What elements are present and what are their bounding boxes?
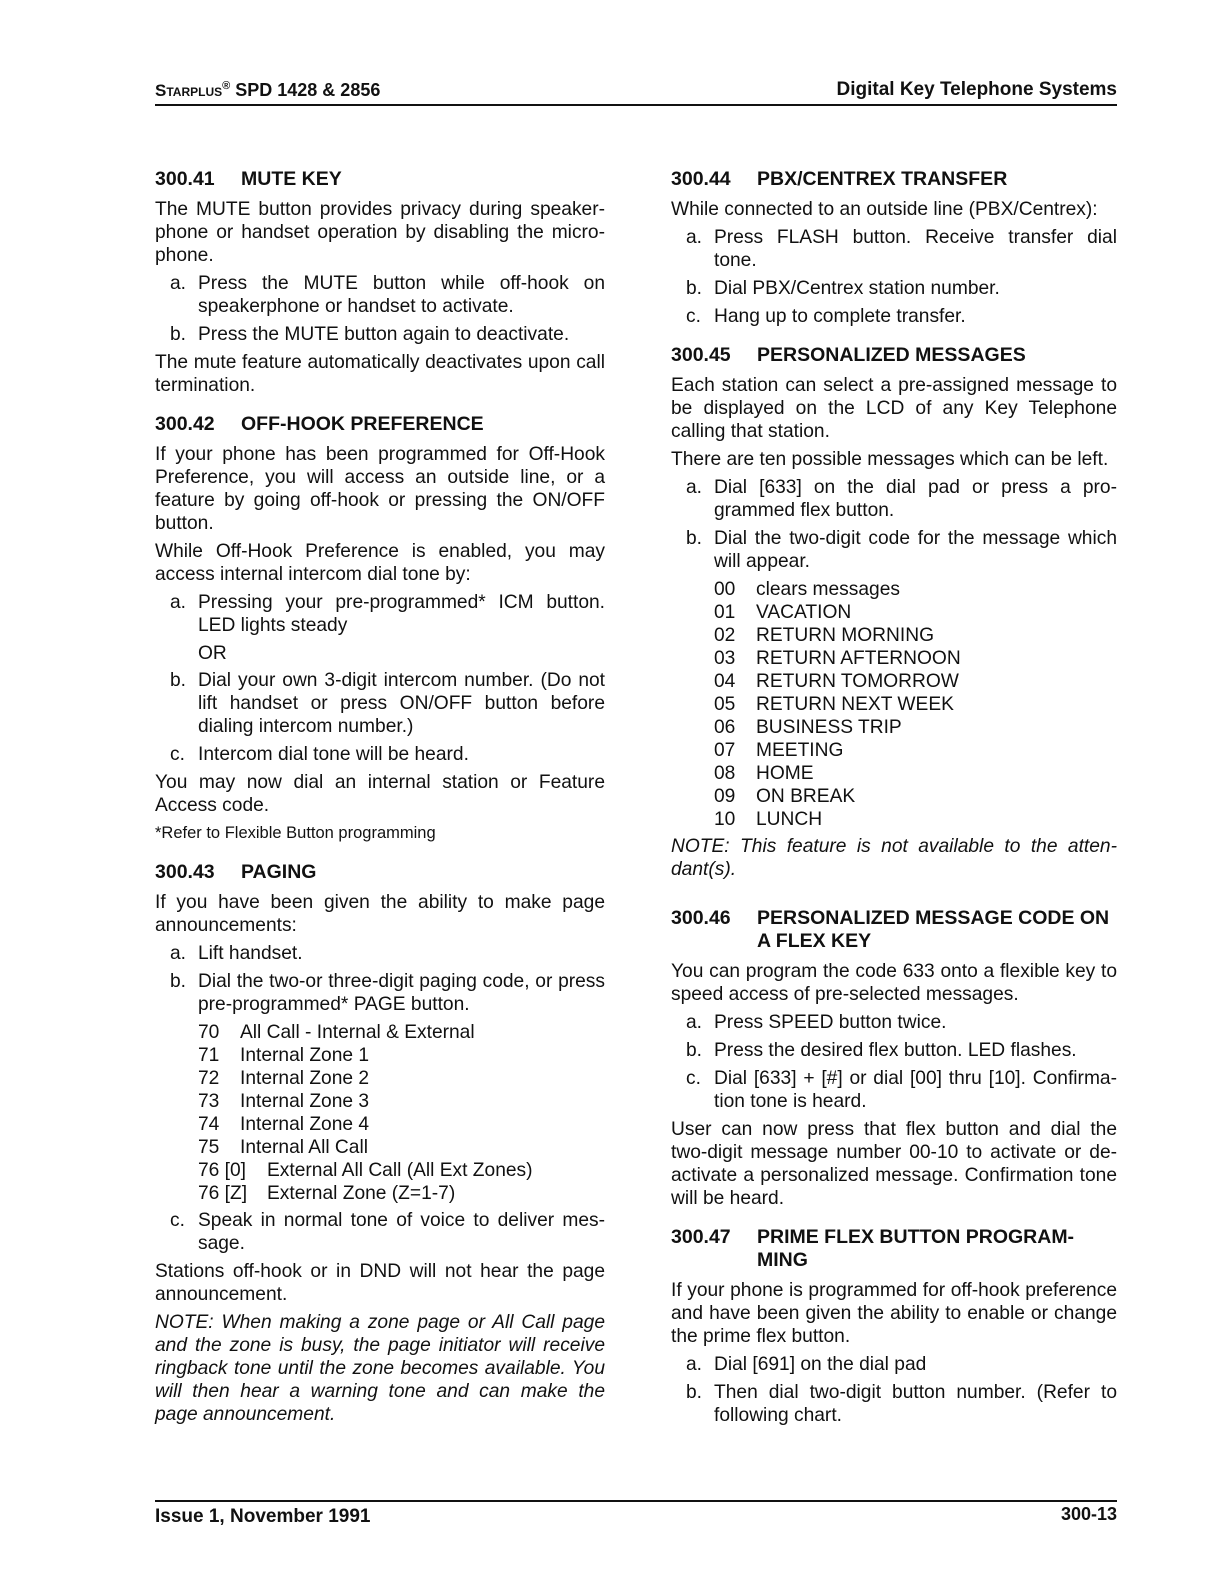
list-item: [170, 272, 605, 318]
code-description: All Call - Internal & External: [240, 1022, 475, 1043]
code-row: [714, 785, 1117, 808]
item-text: Then dial two-digit button number. (Refer to following chart.: [714, 1382, 1117, 1426]
list-item: [686, 305, 1117, 328]
item-label: b.: [686, 1040, 703, 1061]
section-300-47-heading: [671, 1226, 1117, 1272]
code-row: [714, 578, 1117, 601]
header-title: Digital Key Telephone Systems: [836, 79, 1117, 100]
section-title: PERSONALIZED MESSAGES: [757, 344, 1026, 366]
code-description: VACATION: [756, 602, 852, 623]
section-300-41-heading: [155, 168, 605, 191]
list-item: [686, 527, 1117, 573]
section-title: OFF-HOOK PREFERENCE: [241, 413, 484, 435]
code-description: External All Call (All Ext Zones): [267, 1160, 533, 1181]
item-text: Hang up to complete transfer.: [714, 306, 966, 327]
header-model: SPD 1428 & 2856: [235, 80, 381, 100]
list-item: [686, 226, 1117, 272]
code-row: [714, 693, 1117, 716]
item-label: b.: [686, 528, 703, 549]
item-label: b.: [170, 971, 187, 992]
code-number: 07: [714, 740, 736, 761]
paragraph: If your phone is programmed for off-hook preference and have been given the ability to enable or change the prime flex button.: [671, 1280, 1117, 1347]
code-number: 74: [198, 1114, 220, 1135]
code-row: [198, 1067, 605, 1090]
section-number: 300.42: [155, 413, 215, 435]
note: NOTE: When making a zone page or All Call page and the zone is busy, the page initiator will receive ringback tone until the zone becomes available. You will then hear a warning tone and can make the page announcement.: [155, 1312, 605, 1425]
paging-code-list: [198, 1021, 605, 1205]
section-title: PRIME FLEX BUTTON PROGRAM-MING: [757, 1226, 1075, 1271]
paragraph: While Off-Hook Preference is enabled, you may access internal intercom dial tone by:: [155, 541, 605, 585]
section-300-46-heading: [671, 907, 1117, 953]
code-row: [714, 647, 1117, 670]
message-code-list: [714, 578, 1117, 831]
section-number: 300.46: [671, 907, 731, 929]
code-row: [714, 808, 1117, 831]
item-label: a.: [686, 477, 703, 498]
paragraph: Stations off-hook or in DND will not hear the page announcement.: [155, 1261, 605, 1305]
code-row: [198, 1044, 605, 1067]
code-description: clears messages: [756, 579, 900, 600]
code-number: 06: [714, 717, 736, 738]
item-text: Lift handset.: [198, 943, 303, 964]
code-row: [714, 670, 1117, 693]
code-description: BUSINESS TRIP: [756, 717, 902, 738]
code-number: 72: [198, 1068, 220, 1089]
paragraph: You may now dial an internal station or Feature Access code.: [155, 772, 605, 816]
code-number: 75: [198, 1137, 220, 1158]
page-header: [155, 78, 1117, 106]
item-label: c.: [170, 744, 185, 765]
item-label: a.: [170, 273, 187, 294]
code-number: 10: [714, 809, 736, 830]
section-title: PAGING: [241, 861, 317, 883]
item-text: Dial PBX/Centrex station number.: [714, 278, 1000, 299]
code-row: [714, 739, 1117, 762]
list-item: [170, 942, 605, 965]
code-description: LUNCH: [756, 809, 823, 830]
item-text: Pressing your pre-programmed* ICM button. LED lights steady: [198, 592, 605, 636]
item-label: c.: [686, 1068, 701, 1089]
code-number: 00: [714, 579, 736, 600]
code-row: [198, 1136, 605, 1159]
paragraph: The mute feature automatically deactivates upon call termination.: [155, 352, 605, 396]
section-title: MUTE KEY: [241, 168, 342, 190]
section-number: 300.44: [671, 168, 731, 190]
code-description: HOME: [756, 763, 814, 784]
list-item: [686, 1067, 1117, 1113]
paragraph: While connected to an outside line (PBX/Centrex):: [671, 199, 1098, 220]
code-number: 76 [0]: [198, 1160, 247, 1181]
code-number: 02: [714, 625, 736, 646]
section-number: 300.47: [671, 1226, 731, 1248]
item-label: a.: [686, 1354, 703, 1375]
code-row: [714, 624, 1117, 647]
code-number: 08: [714, 763, 736, 784]
item-text: Press FLASH button. Receive transfer dial tone.: [714, 227, 1117, 271]
left-column: [155, 165, 605, 1431]
item-text: Press SPEED button twice.: [714, 1012, 947, 1033]
item-text: Dial [633] on the dial pad or press a pro-grammed flex button.: [714, 477, 1117, 521]
item-text: Dial your own 3-digit intercom number. (Do not lift handset or press ON/OFF button before dialing intercom number.): [198, 670, 605, 737]
code-description: RETURN NEXT WEEK: [756, 694, 954, 715]
section-300-44-heading: [671, 168, 1117, 191]
paragraph: Each station can select a pre-assigned message to be displayed on the LCD of any Key Telephone calling that station.: [671, 375, 1117, 442]
registered-mark: ®: [222, 80, 231, 92]
section-300-45-heading: [671, 344, 1117, 367]
section-300-43-heading: [155, 861, 605, 884]
item-label: c.: [686, 306, 701, 327]
list-item: [170, 323, 605, 346]
paragraph: You can program the code 633 onto a flexible key to speed access of pre-selected messages.: [671, 961, 1117, 1005]
code-row: [198, 1113, 605, 1136]
item-label: b.: [686, 1382, 703, 1403]
list-item: [686, 277, 1117, 300]
code-number: 05: [714, 694, 736, 715]
list-item: [170, 591, 605, 637]
paragraph: If you have been given the ability to make page announcements:: [155, 892, 605, 936]
code-row: [198, 1021, 605, 1044]
code-number: 70: [198, 1022, 220, 1043]
page-number: 300-13: [1060, 1504, 1117, 1524]
item-label: b.: [170, 324, 187, 345]
section-number: 300.45: [671, 344, 731, 366]
list-item: [170, 669, 605, 738]
code-description: Internal Zone 3: [240, 1091, 370, 1112]
code-number: 09: [714, 786, 736, 807]
item-text: Dial [691] on the dial pad: [714, 1354, 927, 1375]
code-row: [198, 1182, 605, 1205]
code-description: External Zone (Z=1-7): [267, 1183, 456, 1204]
code-description: Internal All Call: [240, 1137, 368, 1158]
section-number: 300.43: [155, 861, 215, 883]
section-title: PBX/CENTREX TRANSFER: [757, 168, 1008, 190]
code-description: RETURN AFTERNOON: [756, 648, 961, 669]
code-description: RETURN MORNING: [756, 625, 935, 646]
code-description: ON BREAK: [756, 786, 856, 807]
section-title: PERSONALIZED MESSAGE CODE ON A FLEX KEY: [757, 907, 1110, 952]
item-text: Press the MUTE button while off-hook on speakerphone or handset to activate.: [198, 273, 605, 317]
list-item: [686, 476, 1117, 522]
item-label: c.: [170, 1210, 185, 1231]
item-label: b.: [686, 278, 703, 299]
item-text: Speak in normal tone of voice to deliver mes-sage.: [198, 1210, 605, 1254]
code-row: [198, 1159, 605, 1182]
item-text: Intercom dial tone will be heard.: [198, 744, 469, 765]
issue-date: Issue 1, November 1991: [155, 1506, 371, 1527]
code-row: [714, 716, 1117, 739]
item-text: Dial the two-or three-digit paging code, or press pre-programmed* PAGE button.: [198, 971, 605, 1015]
item-label: a.: [686, 1012, 703, 1033]
item-label: b.: [170, 670, 187, 691]
section-300-42-heading: [155, 413, 605, 436]
code-description: Internal Zone 4: [240, 1114, 370, 1135]
note: NOTE: This feature is not available to the atten-dant(s).: [671, 836, 1117, 880]
item-text: Dial the two-digit code for the message which will appear.: [714, 528, 1117, 572]
list-item: [170, 1209, 605, 1255]
list-item: [686, 1381, 1117, 1427]
paragraph: User can now press that flex button and dial the two-digit message number 00-10 to activate or de-activate a personalized message. Confirmation tone will be heard.: [671, 1119, 1117, 1209]
code-number: 04: [714, 671, 736, 692]
list-item: [170, 970, 605, 1016]
header-brand: Starplus: [155, 81, 223, 100]
list-item: [686, 1353, 1117, 1376]
code-number: 71: [198, 1045, 220, 1066]
code-row: [714, 762, 1117, 785]
code-number: 01: [714, 602, 736, 623]
code-description: MEETING: [756, 740, 844, 761]
right-column: [671, 165, 1117, 1432]
item-label: a.: [686, 227, 703, 248]
item-text: Press the desired flex button. LED flashes.: [714, 1040, 1077, 1061]
header-product: [155, 80, 380, 101]
item-text: Dial [633] + [#] or dial [00] thru [10]. Confirma-tion tone is heard.: [714, 1068, 1117, 1112]
item-label: a.: [170, 592, 187, 613]
code-description: RETURN TOMORROW: [756, 671, 959, 692]
paragraph: There are ten possible messages which can be left.: [671, 449, 1109, 470]
list-item: [170, 743, 605, 766]
or-text: OR: [198, 643, 227, 664]
code-number: 76 [Z]: [198, 1183, 248, 1204]
list-item: [686, 1039, 1117, 1062]
item-text: Press the MUTE button again to deactivate.: [198, 324, 570, 345]
code-row: [198, 1090, 605, 1113]
code-row: [714, 601, 1117, 624]
list-item: [686, 1011, 1117, 1034]
item-label: a.: [170, 943, 187, 964]
code-description: Internal Zone 2: [240, 1068, 370, 1089]
paragraph: If your phone has been programmed for Off-Hook Preference, you will access an outside line, or a feature by going off-hook or pressing the ON/OFF button.: [155, 444, 605, 534]
footnote: *Refer to Flexible Button programming: [155, 824, 436, 842]
paragraph: The MUTE button provides privacy during speaker-phone or handset operation by disabling the micro-phone.: [155, 199, 605, 266]
code-number: 03: [714, 648, 736, 669]
code-description: Internal Zone 1: [240, 1045, 370, 1066]
code-number: 73: [198, 1091, 220, 1112]
section-number: 300.41: [155, 168, 215, 190]
page-footer: [155, 1500, 1117, 1527]
